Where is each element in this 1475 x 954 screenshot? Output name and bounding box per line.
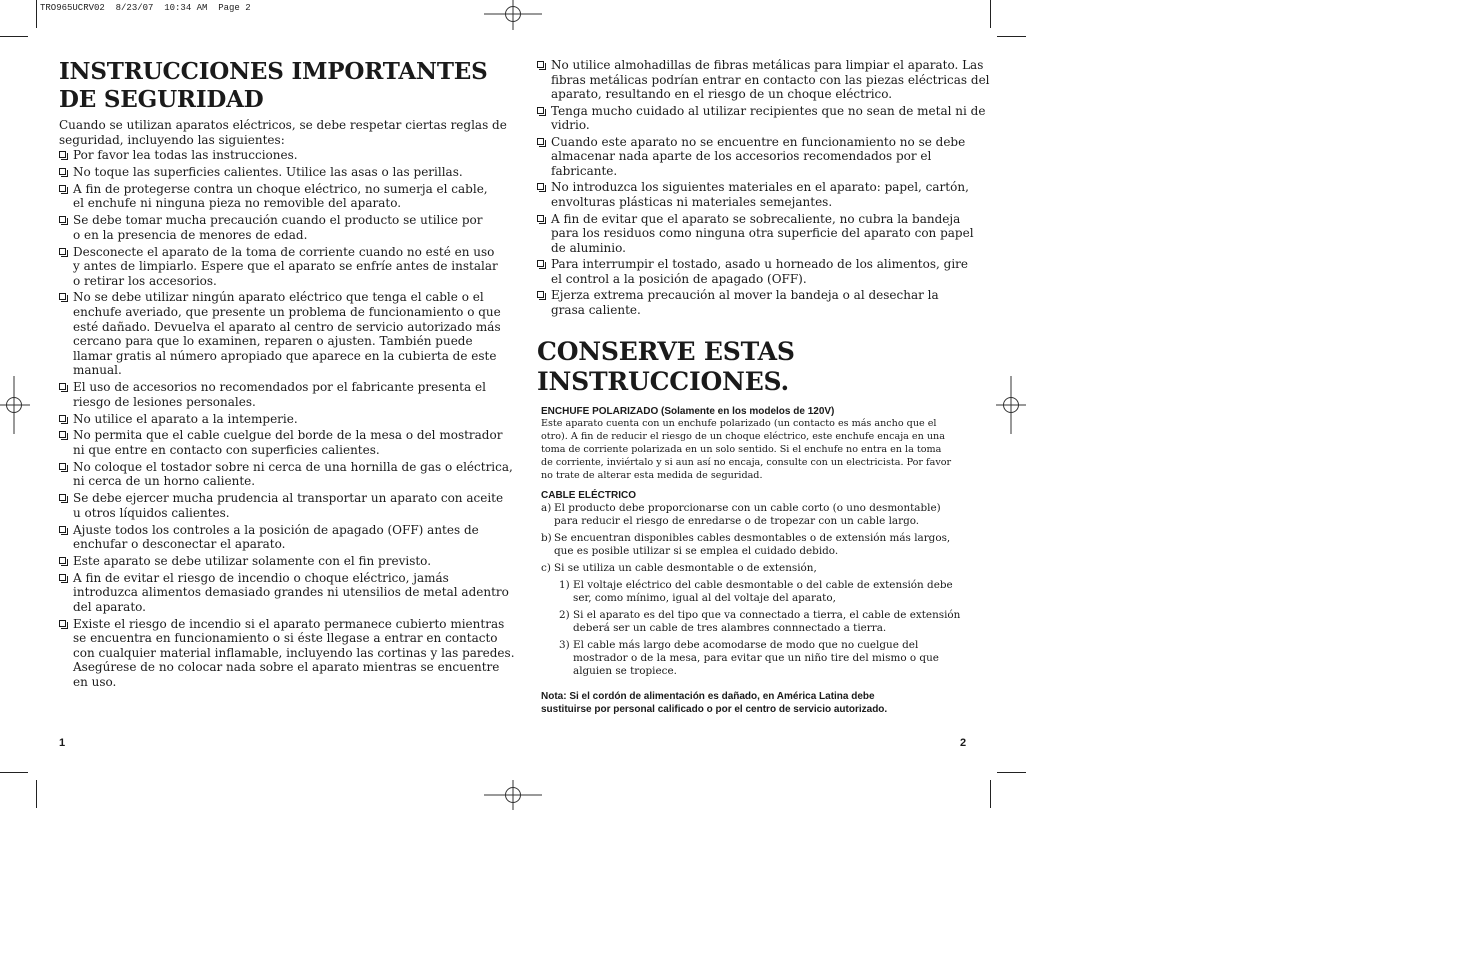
crop-mark-bottom-left-v — [36, 780, 37, 808]
checkbox-bullet-icon — [537, 291, 544, 298]
checkbox-bullet-icon — [537, 215, 544, 222]
checkbox-bullet-icon — [537, 61, 544, 68]
cable-sublist — [541, 579, 969, 678]
list-item: Para interrumpir el tostado, asado u horneado de los alimentos, gire el control a la posición de apagado (OFF). — [537, 257, 969, 286]
checkbox-bullet-icon — [59, 526, 66, 533]
checkbox-bullet-icon — [59, 293, 66, 300]
list-item: b) Se encuentran disponibles cables desmontables o de extensión más largos, que es posible utilizar si se emplea el cuidado debido. — [541, 532, 951, 558]
registration-mark-left-icon — [0, 376, 30, 434]
safety-list — [59, 148, 515, 689]
left-page — [59, 58, 515, 692]
note-text: Nota: Si el cordón de alimentación es dañado, en América Latina debe sustituirse por personal calificado o por el centro de servicio autorizado. — [541, 691, 888, 716]
list-marker: a) — [541, 502, 552, 515]
list-item: Se debe tomar mucha precaución cuando el producto se utilice por o en la presencia de menores de edad. — [59, 213, 493, 242]
crop-mark-bottom-right-h — [997, 772, 1026, 773]
list-item: No coloque el tostador sobre ni cerca de una hornilla de gas o eléctrica, ni cerca de un horno caliente. — [59, 460, 493, 489]
polarized-plug-section — [537, 405, 969, 716]
checkbox-bullet-icon — [537, 107, 544, 114]
list-item: 2) Si el aparato es del tipo que va connectado a tierra, el cable de extensión deberá ser un cable de tres alambres connnectado a tierra. — [559, 609, 961, 635]
registration-mark-top-icon — [484, 0, 542, 30]
list-item: No toque las superficies calientes. Utilice las asas o las perillas. — [59, 165, 493, 180]
list-item: Se debe ejercer mucha prudencia al transportar un aparato con aceite u otros líquidos calientes. — [59, 491, 493, 520]
intro-text: Cuando se utilizan aparatos eléctricos, se debe respetar ciertas reglas de seguridad, incluyendo las siguientes: — [59, 118, 507, 147]
page-title: INSTRUCCIONES IMPORTANTES DE SEGURIDAD — [59, 58, 488, 113]
list-item: Este aparato se debe utilizar solamente con el fin previsto. — [59, 554, 493, 569]
crop-mark-top-right-h — [997, 36, 1026, 37]
list-item: Por favor lea todas las instrucciones. — [59, 148, 493, 163]
save-instructions-block — [537, 337, 969, 397]
list-item: No se debe utilizar ningún aparato eléctrico que tenga el cable o el enchufe averiado, que presente un problema de funcionamiento o que esté dañado. Devuelva el aparato al centro de servicio autorizado más cercano para que lo examinen, reparen o ajusten. También puede llamar gratis al número apropiado que aparece en la cubierta de este manual. — [59, 290, 493, 378]
checkbox-bullet-icon — [59, 620, 66, 627]
crop-mark-top-left-h — [0, 36, 28, 37]
crop-mark-bottom-right-v — [990, 780, 991, 808]
print-slug: TRO965UCRV02 8/23/07 10:34 AM Page 2 — [40, 3, 251, 13]
registration-mark-right-icon — [996, 376, 1026, 434]
list-item: a) El producto debe proporcionarse con un cable corto (o uno desmontable) para reducir el riesgo de enredarse o de tropezar con un cable largo. — [541, 502, 941, 528]
checkbox-bullet-icon — [59, 216, 66, 223]
list-item: Desconecte el aparato de la toma de corriente cuando no esté en uso y antes de limpiarlo. Espere que el aparato se enfríe antes de instalar o retirar los accesorios. — [59, 245, 493, 289]
checkbox-bullet-icon — [59, 463, 66, 470]
checkbox-bullet-icon — [59, 557, 66, 564]
checkbox-bullet-icon — [59, 431, 66, 438]
save-instructions-title: CONSERVE ESTAS INSTRUCCIONES. — [537, 337, 795, 397]
cable-list — [541, 502, 969, 575]
polarized-plug-text: Este aparato cuenta con un enchufe polarizado (un contacto es más ancho que el otro). A fin de reducir el riesgo de un choque eléctrico, este enchufe encaja en una toma de corriente polarizada en un solo sentido. Si el enchufe no entra en la toma de corriente, inviértalo y si aun así no encaja, consulte con un electricista. Por favor no trate de alterar esta medida de seguridad. — [541, 418, 952, 481]
list-item: Existe el riesgo de incendio si el aparato permanece cubierto mientras se encuentra en funcionamiento o si éste llegase a entrar en contacto con cualquier material inflamable, incluyendo las cortinas y las paredes. Asegúrese de no colocar nada sobre el aparato mientras se encuentre en uso. — [59, 617, 493, 690]
list-item: No utilice el aparato a la intemperie. — [59, 412, 493, 427]
checkbox-bullet-icon — [537, 260, 544, 267]
list-item: No utilice almohadillas de fibras metálicas para limpiar el aparato. Las fibras metálicas podrían entrar en contacto con las piezas eléctricas del aparato, resultando en el riesgo de un choque eléctrico. — [537, 58, 969, 102]
checkbox-bullet-icon — [59, 574, 66, 581]
crop-mark-bottom-left-h — [0, 772, 28, 773]
registration-mark-bottom-icon — [484, 780, 542, 810]
list-item: 3) El cable más largo debe acomodarse de modo que no cuelgue del mostrador o de la mesa, para evitar que un niño tire del mismo o que alguien se tropiece. — [559, 639, 939, 678]
list-item: Cuando este aparato no se encuentre en funcionamiento no se debe almacenar nada aparte de los accesorios recomendados por el fabricante. — [537, 135, 969, 179]
page-number-left: 1 — [59, 737, 66, 749]
list-item: El uso de accesorios no recomendados por el fabricante presenta el riesgo de lesiones personales. — [59, 380, 493, 409]
checkbox-bullet-icon — [59, 415, 66, 422]
list-marker: 3) — [559, 639, 570, 652]
list-item: No introduzca los siguientes materiales en el aparato: papel, cartón, envolturas plásticas ni materiales semejantes. — [537, 180, 969, 209]
list-item: Ajuste todos los controles a la posición de apagado (OFF) antes de enchufar o desconectar el aparato. — [59, 523, 493, 552]
page-number-right: 2 — [960, 737, 967, 749]
cable-heading: CABLE ELÉCTRICO — [541, 490, 636, 502]
checkbox-bullet-icon — [59, 185, 66, 192]
checkbox-bullet-icon — [59, 151, 66, 158]
list-item: A fin de evitar el riesgo de incendio o choque eléctrico, jamás introduzca alimentos demasiado grandes ni utensilios de metal adentro del aparato. — [59, 571, 493, 615]
list-marker: 2) — [559, 609, 570, 622]
list-item: c) Si se utiliza un cable desmontable o de extensión, — [541, 562, 817, 575]
polarized-plug-heading: ENCHUFE POLARIZADO (Solamente en los modelos de 120V) — [541, 406, 835, 418]
list-item: Tenga mucho cuidado al utilizar recipientes que no sean de metal ni de vidrio. — [537, 104, 969, 133]
crop-mark-top-right-v — [990, 0, 991, 28]
right-page — [537, 58, 990, 716]
list-item: Ejerza extrema precaución al mover la bandeja o al desechar la grasa caliente. — [537, 288, 969, 317]
checkbox-bullet-icon — [59, 168, 66, 175]
checkbox-bullet-icon — [59, 383, 66, 390]
list-item: No permita que el cable cuelgue del borde de la mesa o del mostrador ni que entre en contacto con superficies calientes. — [59, 428, 493, 457]
crop-mark-top-left-v — [36, 0, 37, 28]
list-item: A fin de evitar que el aparato se sobrecaliente, no cubra la bandeja para los residuos como ninguna otra superficie del aparato con papel de aluminio. — [537, 212, 969, 256]
checkbox-bullet-icon — [537, 183, 544, 190]
list-marker: b) — [541, 532, 552, 545]
list-marker: 1) — [559, 579, 570, 592]
list-item: 1) El voltaje eléctrico del cable desmontable o del cable de extensión debe ser, como mínimo, igual al del voltaje del aparato, — [559, 579, 953, 605]
checkbox-bullet-icon — [59, 248, 66, 255]
checkbox-bullet-icon — [59, 494, 66, 501]
list-marker: c) — [541, 562, 551, 575]
checkbox-bullet-icon — [537, 138, 544, 145]
safety-list-continued — [537, 58, 990, 317]
list-item: A fin de protegerse contra un choque eléctrico, no sumerja el cable, el enchufe ni ninguna pieza no removible del aparato. — [59, 182, 493, 211]
